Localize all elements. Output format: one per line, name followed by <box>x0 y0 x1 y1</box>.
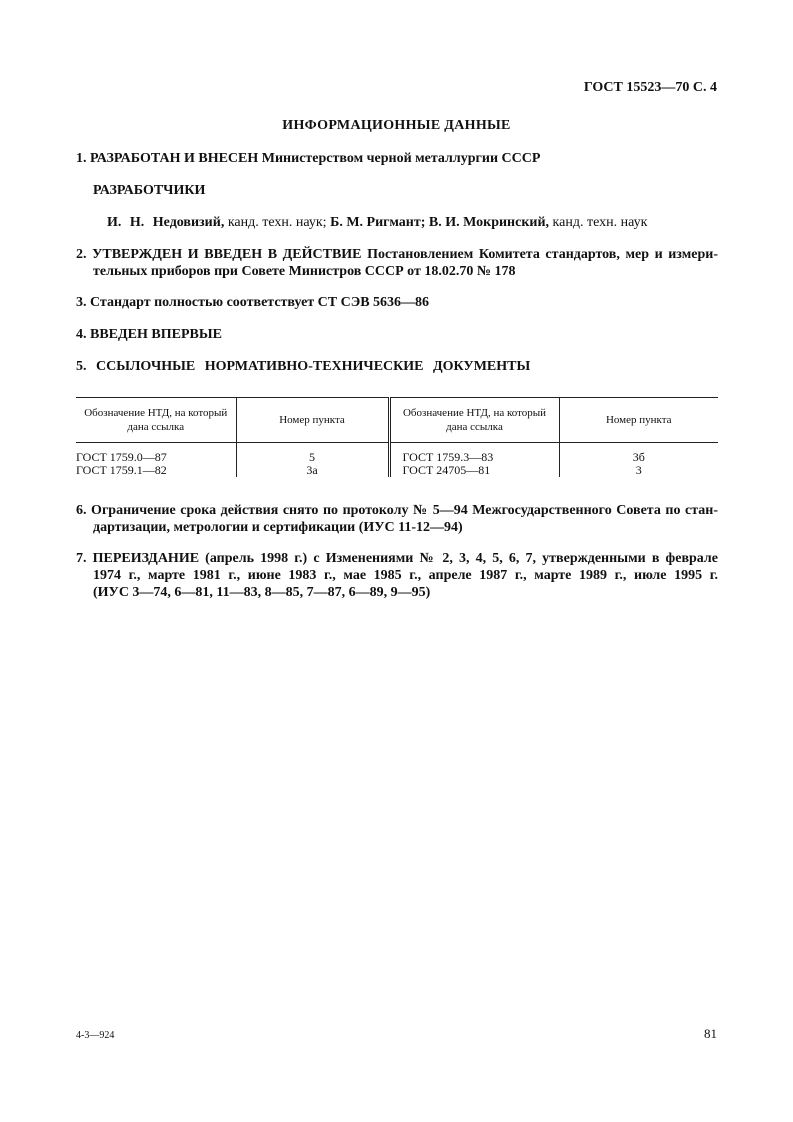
page-number: 81 <box>704 1026 717 1041</box>
developers-heading: РАЗРАБОТЧИКИ <box>93 183 206 198</box>
author-name: И. Н. Недовизий, <box>107 215 225 230</box>
author-name: Б. М. Ригмант; В. И. Мокринский, <box>330 215 550 230</box>
item-2-line-2: тельных приборов при Совете Министров СССР от 18.02.70 № 178 <box>93 264 516 279</box>
item-6 <box>76 502 718 536</box>
author-degree: канд. техн. наук <box>549 215 648 230</box>
item-5: 5. ССЫЛОЧНЫЕ НОРМАТИВНО-ТЕХНИЧЕСКИЕ ДОКУМЕНТЫ <box>76 359 531 374</box>
developers-list <box>107 214 647 231</box>
table-cell: 3б <box>559 443 718 465</box>
table-row <box>76 443 718 465</box>
item-6-line-2: дартизации, метрологии и сертификации (ИУС 11-12—94) <box>93 520 463 535</box>
item-6-line-1: 6. Ограничение срока действия снято по протоколу № 5—94 Межгосударственного Совета по стан- <box>76 503 718 518</box>
column-header: Номер пункта <box>236 398 389 443</box>
item-2-line-1 <box>76 246 718 263</box>
item-2-lead: 2. УТВЕРЖДЕН И ВВЕДЕН В ДЕЙСТВИЕ <box>76 247 362 262</box>
item-1-text: Министерством черной металлургии СССР <box>258 151 541 166</box>
section-title: ИНФОРМАЦИОННЫЕ ДАННЫЕ <box>282 118 511 133</box>
item-1-lead: 1. РАЗРАБОТАН И ВНЕСЕН <box>76 151 259 166</box>
column-header: Номер пункта <box>559 398 718 443</box>
column-header: Обозначение НТД, на который дана ссылка <box>389 398 559 443</box>
item-7-line-3: (ИУС 3—74, 6—81, 11—83, 8—85, 7—87, 6—89, 9—95) <box>93 585 431 600</box>
table-cell: ГОСТ 1759.0—87 <box>76 450 167 464</box>
page-header: ГОСТ 15523—70 С. 4 <box>583 80 717 95</box>
item-2-text: Постановлением Комитета стандартов, мер и измери- <box>361 247 718 262</box>
table-cell: ГОСТ 1759.3—83 <box>389 443 559 465</box>
table-header-row <box>76 398 718 443</box>
reference-table <box>76 397 718 477</box>
item-2 <box>76 246 718 280</box>
table-cell: ГОСТ 1759.1—82 <box>76 463 167 477</box>
item-4: 4. ВВЕДЕН ВПЕРВЫЕ <box>76 327 222 342</box>
item-7 <box>76 550 718 601</box>
author-degree: канд. техн. наук; <box>224 215 331 230</box>
column-header: Обозначение НТД, на который дана ссылка <box>76 398 236 443</box>
print-code: 4-3—924 <box>76 1030 115 1041</box>
table-cell: 3 <box>559 464 718 477</box>
table-cell: 5 <box>236 443 389 465</box>
item-1 <box>76 150 540 167</box>
item-7-line-1: 7. ПЕРЕИЗДАНИЕ (апрель 1998 г.) с Изменениями № 2, 3, 4, 5, 6, 7, утвержденными в феврале <box>76 551 718 566</box>
table-row <box>76 464 718 477</box>
table-cell: 3а <box>236 464 389 477</box>
table-cell: ГОСТ 24705—81 <box>389 464 559 477</box>
item-3: 3. Стандарт полностью соответствует СТ СЭВ 5636—86 <box>76 295 430 310</box>
item-7-line-2: 1974 г., марте 1981 г., июне 1983 г., мае 1985 г., апреле 1987 г., марте 1989 г., июле 1995 г. <box>93 568 718 583</box>
